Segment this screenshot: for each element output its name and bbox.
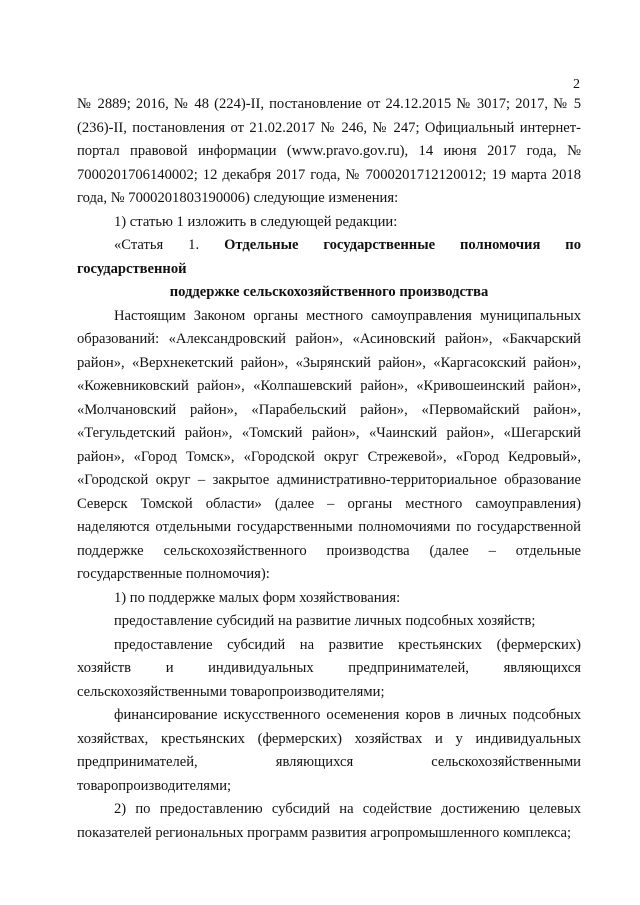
- article-prefix: «Статья 1.: [114, 237, 225, 253]
- article-heading-line: [77, 234, 581, 281]
- amendment-instruction: 1) статью 1 изложить в следующей редакции:: [114, 213, 398, 230]
- list-item-peasant-farms: предоставление субсидий на развитие крестьянских (фермерских) хозяйств и индивидуальных предпринимателей, являющихся сельскохозяйственными товаропроизводителями;: [77, 636, 581, 700]
- list-item-insemination: финансирование искусственного осеменения коров в личных подсобных хозяйствах, крестьянских (фермерских) хозяйствах и у индивидуальных предпринимателей, являющихся сельскохозяйственными товаропроизводителями;: [77, 707, 581, 794]
- page-number: 2: [573, 77, 580, 92]
- list-item-small-forms: 1) по поддержке малых форм хозяйствования:: [114, 589, 401, 606]
- article-intro-paragraph: Настоящим Законом органы местного самоуправления муниципальных образований: «Александровский район», «Асиновский район», «Бакчарский район», «Верхнекетский район», «Зырянский район», «Каргасокский район», «Кожевниковский район», «Колпашевский район», «Кривошеинский район», «Молчановский район», «Парабельский район», «Первомайский район», «Тегульдетский район», «Томский район», «Чаинский район», «Шегарский район», «Город Томск», «Городской округ Стрежевой», «Город Кедровый», «Городской округ – закрытое административно-территориальное образование Северск Томской области» (далее – органы местного самоуправления) наделяются отдельными государственными полномочиями по государственной поддержке сельскохозяйственного производства (далее – отдельные государственные полномочия):: [77, 307, 581, 582]
- document-body: [77, 93, 581, 845]
- amendment-source-paragraph: № 2889; 2016, № 48 (224)-II, постановление от 24.12.2015 № 3017; 2017, № 5 (236)-II, постановления от 21.02.2017 № 246, № 247; Официальный интернет-портал правовой информации (www.pravo.gov.ru), 14 июня 2017 года, № 7000201706140002; 12 декабря 2017 года, № 7000201712120012; 19 марта 2018 года, № 7000201803190006) следующие изменения:: [77, 96, 581, 206]
- article-title-line-2: поддержке сельскохозяйственного производства: [169, 284, 489, 300]
- list-item-target-indicators: 2) по предоставлению субсидий на содействие достижению целевых показателей региональных программ развития агропромышленного комплекса;: [77, 801, 581, 841]
- list-item-personal-farms: предоставление субсидий на развитие личных подсобных хозяйств;: [114, 613, 536, 629]
- article-title-line-1: Отдельные государственные полномочия по государственной: [77, 237, 581, 277]
